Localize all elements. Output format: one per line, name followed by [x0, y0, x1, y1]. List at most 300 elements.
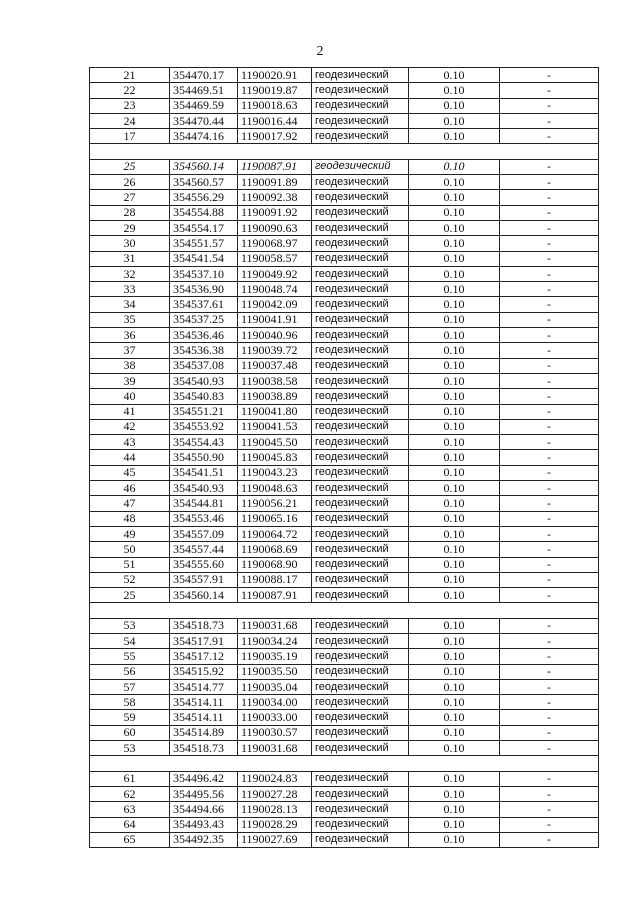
coordinate-y-cell: 1190030.57	[238, 725, 312, 740]
description-cell: -	[500, 175, 599, 190]
method-cell: геодезический	[312, 328, 409, 343]
description-cell: -	[500, 496, 599, 511]
coordinates-table-body	[90, 68, 599, 848]
method-cell: геодезический	[312, 710, 409, 725]
table-row	[90, 572, 599, 587]
point-number-cell: 60	[90, 725, 170, 740]
coordinate-y-cell: 1190037.48	[238, 358, 312, 373]
table-row	[90, 83, 599, 98]
table-row	[90, 282, 599, 297]
precision-cell: 0.10	[409, 771, 500, 786]
point-number-cell: 65	[90, 832, 170, 847]
precision-cell: 0.10	[409, 710, 500, 725]
description-cell: -	[500, 297, 599, 312]
coordinate-x-cell: 354536.90	[170, 282, 238, 297]
coordinate-x-cell: 354470.17	[170, 68, 238, 83]
point-number-cell: 43	[90, 435, 170, 450]
description-cell: -	[500, 129, 599, 144]
method-cell: геодезический	[312, 542, 409, 557]
method-cell: геодезический	[312, 496, 409, 511]
point-number-cell: 56	[90, 664, 170, 679]
point-number-cell: 27	[90, 190, 170, 205]
description-cell: -	[500, 465, 599, 480]
description-cell: -	[500, 817, 599, 832]
table-row	[90, 190, 599, 205]
precision-cell: 0.10	[409, 236, 500, 251]
coordinate-x-cell: 354494.66	[170, 802, 238, 817]
point-number-cell: 42	[90, 419, 170, 434]
table-row	[90, 633, 599, 648]
coordinate-y-cell: 1190034.00	[238, 695, 312, 710]
point-number-cell: 36	[90, 328, 170, 343]
method-cell: геодезический	[312, 113, 409, 128]
table-row	[90, 129, 599, 144]
description-cell: -	[500, 236, 599, 251]
coordinate-x-cell: 354492.35	[170, 832, 238, 847]
group-separator	[90, 603, 599, 618]
method-cell: геодезический	[312, 266, 409, 281]
table-row	[90, 481, 599, 496]
precision-cell: 0.10	[409, 251, 500, 266]
table-row	[90, 98, 599, 113]
point-number-cell: 53	[90, 618, 170, 633]
table-row	[90, 496, 599, 511]
coordinate-y-cell: 1190091.89	[238, 175, 312, 190]
precision-cell: 0.10	[409, 695, 500, 710]
point-number-cell: 28	[90, 205, 170, 220]
table-row	[90, 113, 599, 128]
separator-cell	[500, 603, 599, 618]
coordinate-y-cell: 1190056.21	[238, 496, 312, 511]
separator-cell	[312, 603, 409, 618]
method-cell: геодезический	[312, 465, 409, 480]
separator-cell	[409, 144, 500, 159]
method-cell: геодезический	[312, 664, 409, 679]
separator-cell	[409, 756, 500, 771]
point-number-cell: 40	[90, 389, 170, 404]
table-row	[90, 328, 599, 343]
description-cell: -	[500, 710, 599, 725]
coordinate-y-cell: 1190031.68	[238, 741, 312, 756]
coordinate-y-cell: 1190039.72	[238, 343, 312, 358]
table-row	[90, 450, 599, 465]
method-cell: геодезический	[312, 588, 409, 603]
point-number-cell: 25	[90, 588, 170, 603]
coordinate-y-cell: 1190035.19	[238, 649, 312, 664]
description-cell: -	[500, 572, 599, 587]
point-number-cell: 50	[90, 542, 170, 557]
table-row	[90, 649, 599, 664]
coordinate-x-cell: 354514.89	[170, 725, 238, 740]
table-row	[90, 266, 599, 281]
precision-cell: 0.10	[409, 802, 500, 817]
method-cell: геодезический	[312, 343, 409, 358]
coordinate-x-cell: 354514.11	[170, 695, 238, 710]
coordinate-x-cell: 354560.14	[170, 159, 238, 174]
precision-cell: 0.10	[409, 741, 500, 756]
table-row	[90, 710, 599, 725]
point-number-cell: 48	[90, 511, 170, 526]
point-number-cell: 61	[90, 771, 170, 786]
table-row	[90, 526, 599, 541]
separator-cell	[500, 144, 599, 159]
precision-cell: 0.10	[409, 343, 500, 358]
point-number-cell: 52	[90, 572, 170, 587]
point-number-cell: 31	[90, 251, 170, 266]
description-cell: -	[500, 98, 599, 113]
table-row	[90, 679, 599, 694]
method-cell: геодезический	[312, 802, 409, 817]
method-cell: геодезический	[312, 175, 409, 190]
precision-cell: 0.10	[409, 129, 500, 144]
coordinate-y-cell: 1190020.91	[238, 68, 312, 83]
precision-cell: 0.10	[409, 435, 500, 450]
coordinate-y-cell: 1190045.83	[238, 450, 312, 465]
precision-cell: 0.10	[409, 511, 500, 526]
method-cell: геодезический	[312, 83, 409, 98]
table-row	[90, 175, 599, 190]
method-cell: геодезический	[312, 404, 409, 419]
point-number-cell: 58	[90, 695, 170, 710]
description-cell: -	[500, 68, 599, 83]
method-cell: геодезический	[312, 481, 409, 496]
description-cell: -	[500, 725, 599, 740]
coordinate-x-cell: 354536.46	[170, 328, 238, 343]
method-cell: геодезический	[312, 557, 409, 572]
method-cell: геодезический	[312, 679, 409, 694]
point-number-cell: 54	[90, 633, 170, 648]
coordinate-y-cell: 1190068.97	[238, 236, 312, 251]
coordinate-x-cell: 354517.91	[170, 633, 238, 648]
coordinate-y-cell: 1190019.87	[238, 83, 312, 98]
method-cell: геодезический	[312, 649, 409, 664]
point-number-cell: 29	[90, 220, 170, 235]
point-number-cell: 57	[90, 679, 170, 694]
table-row	[90, 419, 599, 434]
separator-cell	[170, 756, 238, 771]
description-cell: -	[500, 389, 599, 404]
precision-cell: 0.10	[409, 282, 500, 297]
description-cell: -	[500, 557, 599, 572]
separator-cell	[170, 603, 238, 618]
coordinate-x-cell: 354544.81	[170, 496, 238, 511]
point-number-cell: 53	[90, 741, 170, 756]
separator-cell	[238, 603, 312, 618]
table-row	[90, 832, 599, 847]
coordinate-x-cell: 354493.43	[170, 817, 238, 832]
coordinate-x-cell: 354557.09	[170, 526, 238, 541]
description-cell: -	[500, 404, 599, 419]
coordinate-x-cell: 354518.73	[170, 741, 238, 756]
coordinate-y-cell: 1190031.68	[238, 618, 312, 633]
coordinate-y-cell: 1190045.50	[238, 435, 312, 450]
table-row	[90, 664, 599, 679]
method-cell: геодезический	[312, 786, 409, 801]
description-cell: -	[500, 618, 599, 633]
separator-cell	[312, 144, 409, 159]
method-cell: геодезический	[312, 282, 409, 297]
coordinate-x-cell: 354518.73	[170, 618, 238, 633]
method-cell: геодезический	[312, 832, 409, 847]
coordinate-y-cell: 1190048.74	[238, 282, 312, 297]
coordinate-x-cell: 354517.12	[170, 649, 238, 664]
point-number-cell: 26	[90, 175, 170, 190]
method-cell: геодезический	[312, 526, 409, 541]
table-row	[90, 771, 599, 786]
method-cell: геодезический	[312, 389, 409, 404]
description-cell: -	[500, 343, 599, 358]
coordinate-y-cell: 1190034.24	[238, 633, 312, 648]
precision-cell: 0.10	[409, 572, 500, 587]
table-row	[90, 786, 599, 801]
description-cell: -	[500, 312, 599, 327]
coordinate-x-cell: 354560.14	[170, 588, 238, 603]
precision-cell: 0.10	[409, 725, 500, 740]
description-cell: -	[500, 481, 599, 496]
coordinate-x-cell: 354540.93	[170, 481, 238, 496]
coordinate-y-cell: 1190088.17	[238, 572, 312, 587]
method-cell: геодезический	[312, 129, 409, 144]
point-number-cell: 64	[90, 817, 170, 832]
separator-cell	[90, 144, 170, 159]
table-row	[90, 159, 599, 174]
coordinate-y-cell: 1190068.90	[238, 557, 312, 572]
table-row	[90, 343, 599, 358]
coordinate-x-cell: 354553.92	[170, 419, 238, 434]
coordinate-x-cell: 354557.91	[170, 572, 238, 587]
coordinate-y-cell: 1190068.69	[238, 542, 312, 557]
table-row	[90, 511, 599, 526]
table-row	[90, 68, 599, 83]
description-cell: -	[500, 113, 599, 128]
table-row	[90, 312, 599, 327]
description-cell: -	[500, 542, 599, 557]
description-cell: -	[500, 358, 599, 373]
point-number-cell: 59	[90, 710, 170, 725]
description-cell: -	[500, 511, 599, 526]
coordinate-y-cell: 1190035.50	[238, 664, 312, 679]
table-row	[90, 236, 599, 251]
table-row	[90, 741, 599, 756]
table-row	[90, 389, 599, 404]
coordinate-y-cell: 1190092.38	[238, 190, 312, 205]
precision-cell: 0.10	[409, 542, 500, 557]
description-cell: -	[500, 802, 599, 817]
precision-cell: 0.10	[409, 159, 500, 174]
point-number-cell: 38	[90, 358, 170, 373]
coordinate-y-cell: 1190027.28	[238, 786, 312, 801]
point-number-cell: 35	[90, 312, 170, 327]
precision-cell: 0.10	[409, 328, 500, 343]
precision-cell: 0.10	[409, 679, 500, 694]
description-cell: -	[500, 450, 599, 465]
method-cell: геодезический	[312, 297, 409, 312]
precision-cell: 0.10	[409, 618, 500, 633]
description-cell: -	[500, 373, 599, 388]
method-cell: геодезический	[312, 618, 409, 633]
description-cell: -	[500, 251, 599, 266]
point-number-cell: 25	[90, 159, 170, 174]
point-number-cell: 45	[90, 465, 170, 480]
coordinate-y-cell: 1190041.80	[238, 404, 312, 419]
description-cell: -	[500, 220, 599, 235]
point-number-cell: 37	[90, 343, 170, 358]
precision-cell: 0.10	[409, 389, 500, 404]
point-number-cell: 51	[90, 557, 170, 572]
coordinate-y-cell: 1190027.69	[238, 832, 312, 847]
table-row	[90, 695, 599, 710]
description-cell: -	[500, 205, 599, 220]
table-row	[90, 297, 599, 312]
description-cell: -	[500, 328, 599, 343]
coordinate-y-cell: 1190087.91	[238, 588, 312, 603]
separator-cell	[170, 144, 238, 159]
coordinate-y-cell: 1190090.63	[238, 220, 312, 235]
precision-cell: 0.10	[409, 312, 500, 327]
page-number: 2	[316, 44, 324, 59]
description-cell: -	[500, 771, 599, 786]
coordinate-y-cell: 1190091.92	[238, 205, 312, 220]
table-row	[90, 220, 599, 235]
method-cell: геодезический	[312, 159, 409, 174]
coordinate-y-cell: 1190024.83	[238, 771, 312, 786]
point-number-cell: 33	[90, 282, 170, 297]
coordinate-y-cell: 1190058.57	[238, 251, 312, 266]
method-cell: геодезический	[312, 373, 409, 388]
precision-cell: 0.10	[409, 817, 500, 832]
table-row	[90, 404, 599, 419]
point-number-cell: 55	[90, 649, 170, 664]
precision-cell: 0.10	[409, 419, 500, 434]
description-cell: -	[500, 649, 599, 664]
description-cell: -	[500, 588, 599, 603]
point-number-cell: 47	[90, 496, 170, 511]
method-cell: геодезический	[312, 771, 409, 786]
coordinate-x-cell: 354537.08	[170, 358, 238, 373]
point-number-cell: 44	[90, 450, 170, 465]
coordinate-x-cell: 354514.77	[170, 679, 238, 694]
description-cell: -	[500, 786, 599, 801]
precision-cell: 0.10	[409, 649, 500, 664]
coordinate-y-cell: 1190087.91	[238, 159, 312, 174]
coordinate-y-cell: 1190035.04	[238, 679, 312, 694]
separator-cell	[90, 603, 170, 618]
precision-cell: 0.10	[409, 98, 500, 113]
coordinate-x-cell: 354514.11	[170, 710, 238, 725]
coordinate-y-cell: 1190064.72	[238, 526, 312, 541]
method-cell: геодезический	[312, 220, 409, 235]
precision-cell: 0.10	[409, 113, 500, 128]
point-number-cell: 39	[90, 373, 170, 388]
precision-cell: 0.10	[409, 481, 500, 496]
precision-cell: 0.10	[409, 68, 500, 83]
point-number-cell: 22	[90, 83, 170, 98]
coordinate-y-cell: 1190049.92	[238, 266, 312, 281]
description-cell: -	[500, 159, 599, 174]
precision-cell: 0.10	[409, 190, 500, 205]
table-row	[90, 802, 599, 817]
method-cell: геодезический	[312, 251, 409, 266]
coordinate-x-cell: 354537.61	[170, 297, 238, 312]
precision-cell: 0.10	[409, 465, 500, 480]
description-cell: -	[500, 83, 599, 98]
coordinate-y-cell: 1190028.29	[238, 817, 312, 832]
description-cell: -	[500, 266, 599, 281]
coordinate-x-cell: 354540.93	[170, 373, 238, 388]
point-number-cell: 62	[90, 786, 170, 801]
precision-cell: 0.10	[409, 664, 500, 679]
description-cell: -	[500, 832, 599, 847]
table-row	[90, 542, 599, 557]
table-row	[90, 725, 599, 740]
coordinate-x-cell: 354554.88	[170, 205, 238, 220]
table-row	[90, 251, 599, 266]
coordinate-x-cell: 354551.21	[170, 404, 238, 419]
coordinate-x-cell: 354557.44	[170, 542, 238, 557]
coordinate-y-cell: 1190033.00	[238, 710, 312, 725]
coordinate-x-cell: 354554.17	[170, 220, 238, 235]
point-number-cell: 41	[90, 404, 170, 419]
description-cell: -	[500, 741, 599, 756]
point-number-cell: 30	[90, 236, 170, 251]
method-cell: геодезический	[312, 419, 409, 434]
point-number-cell: 23	[90, 98, 170, 113]
table-row	[90, 358, 599, 373]
description-cell: -	[500, 435, 599, 450]
point-number-cell: 46	[90, 481, 170, 496]
precision-cell: 0.10	[409, 266, 500, 281]
precision-cell: 0.10	[409, 220, 500, 235]
coordinate-y-cell: 1190048.63	[238, 481, 312, 496]
group-separator	[90, 756, 599, 771]
coordinate-x-cell: 354540.83	[170, 389, 238, 404]
precision-cell: 0.10	[409, 496, 500, 511]
method-cell: геодезический	[312, 633, 409, 648]
table-row	[90, 465, 599, 480]
description-cell: -	[500, 664, 599, 679]
precision-cell: 0.10	[409, 786, 500, 801]
coordinate-y-cell: 1190042.09	[238, 297, 312, 312]
separator-cell	[312, 756, 409, 771]
precision-cell: 0.10	[409, 297, 500, 312]
coordinate-y-cell: 1190038.58	[238, 373, 312, 388]
precision-cell: 0.10	[409, 175, 500, 190]
precision-cell: 0.10	[409, 526, 500, 541]
point-number-cell: 32	[90, 266, 170, 281]
method-cell: геодезический	[312, 511, 409, 526]
precision-cell: 0.10	[409, 588, 500, 603]
method-cell: геодезический	[312, 450, 409, 465]
method-cell: геодезический	[312, 741, 409, 756]
method-cell: геодезический	[312, 236, 409, 251]
coordinate-x-cell: 354541.51	[170, 465, 238, 480]
method-cell: геодезический	[312, 68, 409, 83]
coordinate-x-cell: 354537.25	[170, 312, 238, 327]
precision-cell: 0.10	[409, 832, 500, 847]
precision-cell: 0.10	[409, 373, 500, 388]
precision-cell: 0.10	[409, 557, 500, 572]
table-row	[90, 435, 599, 450]
coordinate-x-cell: 354536.38	[170, 343, 238, 358]
table-row	[90, 557, 599, 572]
method-cell: геодезический	[312, 572, 409, 587]
coordinate-y-cell: 1190028.13	[238, 802, 312, 817]
group-separator	[90, 144, 599, 159]
coordinates-table	[89, 67, 599, 848]
point-number-cell: 34	[90, 297, 170, 312]
precision-cell: 0.10	[409, 83, 500, 98]
table-row	[90, 817, 599, 832]
